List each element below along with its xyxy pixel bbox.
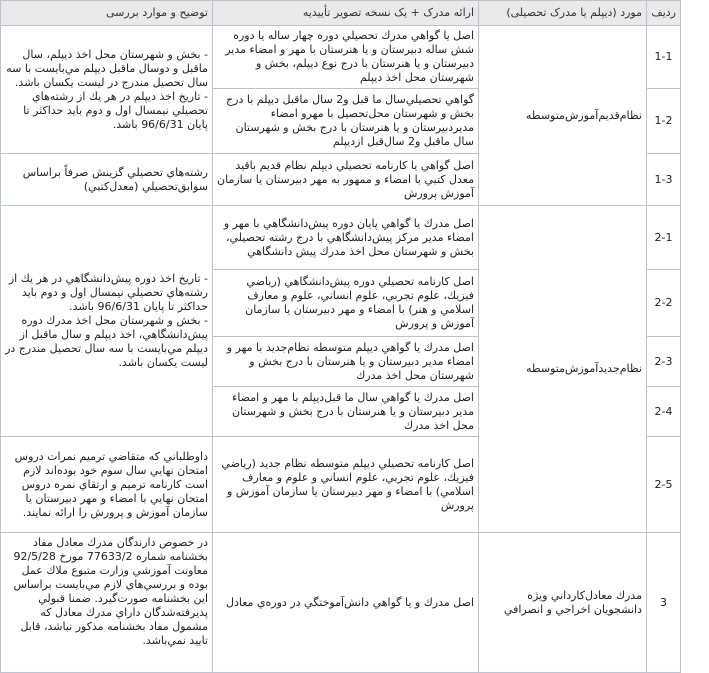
row-doc: اصل مدرك و يا گواهي دانش‌آموختگي در دوره‌ي معادل [213,533,479,673]
row-doc: اصل مدرك يا گواهي ديپلم متوسطه نظام‌جديد با مهر و امضاء مدير دبيرستان و يا هنرستان با درج بخش و شهرستان محل اخذ مدرك [213,337,479,387]
row-doc: اصل گواهي يا كارنامه تحصيلي ديپلم نظام قديم باقيد معدل كتبي با امضاء و ممهور به مهر دبيرستان يا سازمان آموزش پرورش [213,154,479,206]
row-doc: اصل كارنامه تحصيلي ديپلم متوسطه نظام جديد (رياضي فيزيك، علوم تجربي، علوم انساني و علوم و معارف اسلامي) با امضاء و مهر دبيرستان يا سازمان آموزش و پرورش [213,437,479,533]
row-id: 1-1 [647,26,681,89]
row-doc: اصل مدرك يا گواهي سال ما قبل‌ديپلم با مهر و امضاء مدير دبيرستان و يا هنرستان با درج بخش و شهرستان محل اخذ مدرك [213,387,479,437]
row-doc: گواهي تحصيلي‌سال ما قبل و2 سال ماقبل ديپلم با درج بخش و شهرستان محل‌تحصيل با مهرو امضاء مديردبيرستان و يا هنرستان با درج بخش و شهرستان سال ماقبل و2 سال‌قبل ازديپلم [213,89,479,154]
header-mored: مورد (دیپلم یا مدرک تحصیلی) [479,1,647,26]
header-radif: ردیف [647,1,681,26]
row-doc: اصل كارنامه تحصيلي دوره پيش‌دانشگاهي (رياضي فيزيك، علوم تجربي، علوم انساني، علوم و معارف اسلامي و هنر) با امضاء و مهر دبيرستان يا سازمان آموزش و پرورش [213,270,479,337]
header-erae: ارائه مدرک + یک نسخه تصویر تأییدیه [213,1,479,26]
group-note: داوطلباني كه متقاضي ترميم نمرات دروس امتحان نهايي سال سوم خود بوده‌اند لازم است كارنامه ترميم و ارتقاي نمره دروس امتحان نهايي با امضاء و مهر دبيرستان يا سازمان آموزش و پرورش را ارائه نمايند. [1,437,213,533]
header-row [1,1,681,26]
group-note: در خصوص دارندگان مدرك معادل مفاد بخشنامه شماره 77633/2 مورخ 92/5/28 معاونت آموزشي وزارت متبوع ملاك عمل بوده و بررسي‌هاي لازم مي‌بايست براساس اين بخشنامه صورت‌گيرد. ضمنا قبولي پذيرفته‌شدگان داراي مدرك معادل كه مشمول مفاد بخشنامه مذكور نباشد، قابل تاييد نمي‌باشد. [1,533,213,673]
row-doc: اصل يا گواهي مدرك تحصيلي دوره چهار ساله يا دوره شش ساله دبيرستان و يا هنرستان با مهر و امضاء مدير دبيرستان و يا هنرستان با درج نوع ديپلم، بخش و شهرستان محل اخذ ديپلم [213,26,479,89]
group-note: - تاريخ اخذ دوره پيش‌دانشگاهي در هر يك از رشته‌هاي تحصيلي نيمسال اول و دوم بايد حداكثر تا پايان 96/6/31 باشد. - بخش و شهرستان محل اخذ مدرك دوره پيش‌دانشگاهي، اخذ ديپلم و سال ماقبل از ديپلم مي‌بايست با سه سال تحصيل مندرج در ليست يكسان باشد. [1,206,213,437]
table-row [1,206,681,270]
row-id: 2-4 [647,387,681,437]
row-id: 2-2 [647,270,681,337]
row-id: 2-3 [647,337,681,387]
table-row [1,26,681,89]
group-note: - بخش و شهرستان محل اخذ ديپلم، سال ماقبل و دوسال ماقبل ديپلم مي‌بايست با سه سال تحصيل مندرج در ليست يكسان باشد. - تاريخ اخذ ديپلم در هر يك از رشته‌هاي تحصيلي نيمسال اول و دوم بايد حداكثر تا پايان 96/6/31 باشد. [1,26,213,154]
group-name: مدرك معادل‌كارداني ويژه دانشجويان اخراجي و انصرافي [479,533,647,673]
row-id: 2-1 [647,206,681,270]
table-row [1,533,681,673]
row-id: 3 [647,533,681,673]
group-note: رشته‌هاي تحصيلي گزينش صرفاً براساس سوابق‌تحصيلي (معدل‌كتبي) [1,154,213,206]
group-name: نظام‌جديدآموزش‌متوسطه [479,206,647,533]
header-tozih: توضیح و موارد بررسی [1,1,213,26]
row-id: 1-2 [647,89,681,154]
row-id: 2-5 [647,437,681,533]
row-id: 1-3 [647,154,681,206]
row-doc: اصل مدرك يا گواهي پايان دوره پيش‌دانشگاهي با مهر و امضاء مدير مركز پيش‌دانشگاهي با درج رشته تحصيلي، بخش و شهرستان محل اخذ مدرك پيش دانشگاهي [213,206,479,270]
group-name: نظام‌قدیم‌آموزش‌متوسطه [479,26,647,206]
